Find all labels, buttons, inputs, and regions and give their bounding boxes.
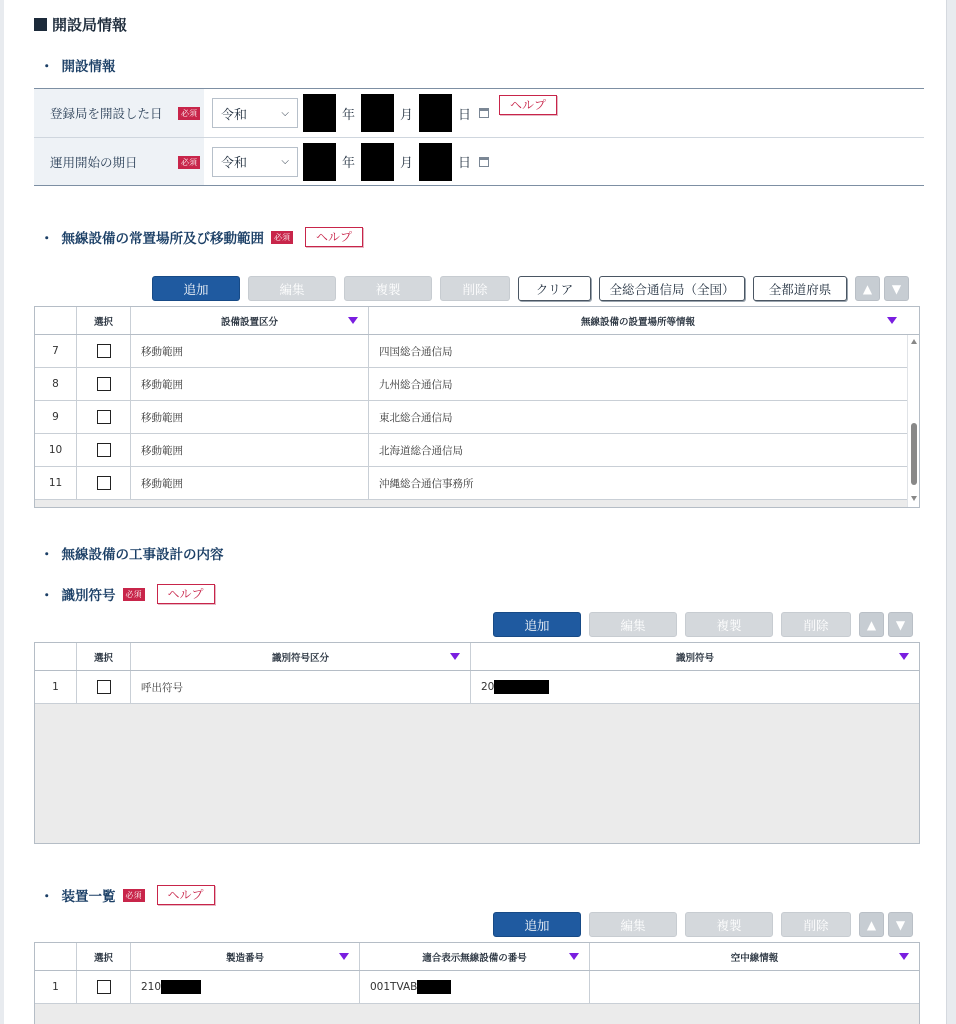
cert-cell — [360, 971, 590, 1003]
required-badge: 必須 — [178, 107, 200, 120]
sort-down-icon[interactable] — [348, 317, 358, 324]
serial-cell — [131, 971, 360, 1003]
chevron-down-icon: ⌵ — [281, 107, 289, 119]
row-checkbox[interactable] — [97, 443, 111, 457]
form-value — [204, 89, 924, 137]
help-button[interactable]: ヘルプ — [305, 227, 363, 247]
column-header-text: 識別符号 — [675, 652, 714, 664]
column-header-antenna[interactable] — [590, 943, 919, 970]
form-row-start-date — [34, 137, 924, 185]
section-title-location — [40, 227, 363, 247]
row-checkbox[interactable] — [97, 377, 111, 391]
copy-button[interactable]: 複製 — [344, 276, 432, 301]
move-down-button[interactable]: ▼ — [888, 912, 913, 937]
column-header-num — [35, 943, 77, 970]
page-title-text: 開設局情報 — [52, 16, 128, 34]
clear-button[interactable]: クリア — [518, 276, 591, 301]
row-checkbox[interactable] — [97, 344, 111, 358]
column-header-num — [35, 307, 77, 334]
required-badge: 必須 — [271, 231, 293, 244]
column-header-kubun[interactable] — [131, 307, 369, 334]
row-number: 9 — [35, 401, 77, 433]
row-checkbox[interactable] — [97, 980, 111, 994]
bullet-icon: ・ — [40, 547, 54, 563]
year-input[interactable] — [303, 143, 336, 181]
bullet-icon: ・ — [40, 889, 54, 905]
sort-down-icon[interactable] — [899, 653, 909, 660]
kubun-cell: 移動範囲 — [131, 467, 369, 499]
row-checkbox[interactable] — [97, 476, 111, 490]
move-up-button[interactable]: ▲ — [859, 612, 884, 637]
row-number: 1 — [35, 671, 77, 703]
era-select-value: 令和 — [221, 107, 248, 123]
square-bullet-icon — [34, 18, 47, 31]
callsign-grid — [34, 642, 920, 844]
table-row[interactable] — [35, 368, 919, 401]
month-unit: 月 — [400, 107, 414, 123]
select-cell — [77, 335, 131, 367]
section-title-design — [40, 543, 224, 563]
form-label-text: 運用開始の期日 — [50, 154, 138, 170]
column-header-text: 識別符号区分 — [271, 652, 329, 664]
kubun-cell: 移動範囲 — [131, 401, 369, 433]
antenna-cell — [590, 971, 919, 1003]
move-up-button[interactable]: ▲ — [855, 276, 880, 301]
form-label — [34, 138, 204, 185]
sort-down-icon[interactable] — [450, 653, 460, 660]
devices-toolbar — [493, 912, 917, 937]
section-title-text: 装置一覧 — [61, 889, 116, 905]
grid-header — [35, 307, 919, 335]
sort-down-icon[interactable] — [569, 953, 579, 960]
edit-button[interactable]: 編集 — [248, 276, 336, 301]
column-header-select: 選択 — [77, 943, 131, 970]
delete-button[interactable]: 削除 — [781, 912, 851, 937]
kubun-cell: 移動範囲 — [131, 434, 369, 466]
add-button[interactable]: 追加 — [493, 612, 581, 637]
section-title-devices — [40, 885, 215, 905]
required-badge: 必須 — [178, 156, 200, 169]
help-button[interactable]: ヘルプ — [157, 885, 215, 905]
serial-value: 210 — [141, 981, 162, 993]
move-up-button[interactable]: ▲ — [859, 912, 884, 937]
help-button[interactable]: ヘルプ — [157, 584, 215, 604]
day-input[interactable] — [419, 143, 452, 181]
column-header-select: 選択 — [77, 643, 131, 670]
required-badge: 必須 — [123, 588, 145, 601]
form-value — [204, 138, 924, 185]
move-down-button[interactable]: ▼ — [884, 276, 909, 301]
year-unit: 年 — [342, 107, 356, 123]
all-prefecture-button[interactable]: 全都道府県 — [753, 276, 847, 301]
help-button[interactable]: ヘルプ — [499, 95, 557, 115]
sort-down-icon[interactable] — [339, 953, 349, 960]
table-row[interactable] — [35, 467, 919, 500]
bullet-icon: ・ — [40, 59, 54, 75]
section-title-text: 識別符号 — [61, 588, 116, 604]
month-input[interactable] — [361, 143, 394, 181]
era-select[interactable] — [212, 98, 298, 128]
kubun-cell: 移動範囲 — [131, 368, 369, 400]
column-header-text: 無線設備の設置場所等情報 — [580, 316, 695, 328]
calendar-icon[interactable] — [479, 157, 489, 167]
year-input[interactable] — [303, 94, 336, 132]
scroll-thumb[interactable] — [911, 423, 917, 485]
column-header-serial[interactable] — [131, 943, 360, 970]
era-select[interactable] — [212, 147, 298, 177]
delete-button[interactable]: 削除 — [440, 276, 510, 301]
section-title-callsign — [40, 584, 215, 604]
add-button[interactable]: 追加 — [152, 276, 240, 301]
select-cell — [77, 368, 131, 400]
info-cell: 沖縄総合通信事務所 — [379, 477, 474, 490]
row-number: 1 — [35, 971, 77, 1003]
table-row[interactable] — [35, 335, 919, 368]
edit-button[interactable]: 編集 — [589, 912, 677, 937]
form-row-registered-date — [34, 89, 924, 137]
kubun-cell: 呼出符号 — [131, 671, 471, 703]
move-down-button[interactable]: ▼ — [888, 612, 913, 637]
info-cell: 北海道総合通信局 — [379, 444, 463, 457]
kaisetsu-form — [34, 88, 924, 186]
column-header-callsign[interactable] — [471, 643, 919, 670]
table-row[interactable] — [35, 401, 919, 434]
era-select-value: 令和 — [221, 156, 248, 171]
info-cell: 東北総合通信局 — [379, 411, 453, 424]
grid-header — [35, 643, 919, 671]
section-title-text: 開設情報 — [61, 59, 116, 75]
scroll-up-icon[interactable] — [911, 339, 917, 344]
window-frame-right — [946, 0, 956, 1024]
location-toolbar — [152, 276, 913, 301]
window-frame-left — [0, 0, 4, 1024]
row-number: 10 — [35, 434, 77, 466]
redacted-block — [494, 680, 549, 694]
bullet-icon: ・ — [40, 231, 54, 247]
column-header-info[interactable] — [369, 307, 907, 334]
column-header-select: 選択 — [77, 307, 131, 334]
grid-scrollbar[interactable] — [907, 335, 919, 507]
year-unit: 年 — [342, 156, 356, 171]
delete-button[interactable]: 削除 — [781, 612, 851, 637]
table-row[interactable] — [35, 971, 919, 1004]
day-input[interactable] — [419, 94, 452, 132]
month-input[interactable] — [361, 94, 394, 132]
all-bureau-button[interactable]: 全総合通信局（全国） — [599, 276, 745, 301]
callsign-cell — [471, 671, 919, 703]
redacted-block — [161, 980, 201, 994]
grid-header — [35, 943, 919, 971]
day-unit: 日 — [458, 156, 472, 171]
page-title — [34, 14, 127, 35]
column-header-text: 製造番号 — [225, 952, 264, 964]
row-number: 11 — [35, 467, 77, 499]
chevron-down-icon: ⌵ — [281, 156, 289, 167]
column-header-text: 設備設置区分 — [220, 316, 278, 328]
select-cell — [77, 671, 131, 703]
info-cell: 四国総合通信局 — [379, 345, 453, 358]
column-header-text: 適合表示無線設備の番号 — [422, 952, 527, 964]
required-badge: 必須 — [123, 889, 145, 902]
add-button[interactable]: 追加 — [493, 912, 581, 937]
select-cell — [77, 467, 131, 499]
redacted-block — [417, 980, 451, 994]
table-row[interactable] — [35, 434, 919, 467]
devices-grid — [34, 942, 920, 1024]
day-unit: 日 — [458, 107, 472, 123]
edit-button[interactable]: 編集 — [589, 612, 677, 637]
column-header-kubun[interactable] — [131, 643, 471, 670]
info-cell: 九州総合通信局 — [379, 378, 453, 391]
kubun-cell: 移動範囲 — [131, 335, 369, 367]
row-number: 8 — [35, 368, 77, 400]
location-grid — [34, 306, 920, 508]
form-label-text: 登録局を開設した日 — [50, 106, 163, 121]
section-title-text: 無線設備の工事設計の内容 — [61, 547, 224, 563]
column-header-num — [35, 643, 77, 670]
callsign-value: 20 — [481, 681, 495, 693]
sort-down-icon[interactable] — [887, 317, 897, 324]
section-title-text: 無線設備の常置場所及び移動範囲 — [61, 231, 264, 247]
column-header-text: 空中線情報 — [730, 952, 779, 964]
copy-button[interactable]: 複製 — [685, 912, 773, 937]
row-number: 7 — [35, 335, 77, 367]
month-unit: 月 — [400, 156, 414, 171]
form-label — [34, 89, 204, 137]
row-checkbox[interactable] — [97, 680, 111, 694]
callsign-toolbar — [493, 612, 917, 637]
row-checkbox[interactable] — [97, 410, 111, 424]
cert-value: 001TVAB — [370, 981, 418, 993]
bullet-icon: ・ — [40, 588, 54, 604]
sort-down-icon[interactable] — [899, 953, 909, 960]
copy-button[interactable]: 複製 — [685, 612, 773, 637]
table-row[interactable] — [35, 671, 919, 704]
select-cell — [77, 434, 131, 466]
section-title-kaisetsu — [40, 55, 116, 75]
calendar-icon[interactable] — [479, 108, 489, 118]
column-header-cert[interactable] — [360, 943, 590, 970]
select-cell — [77, 971, 131, 1003]
scroll-down-icon[interactable] — [911, 496, 917, 501]
select-cell — [77, 401, 131, 433]
